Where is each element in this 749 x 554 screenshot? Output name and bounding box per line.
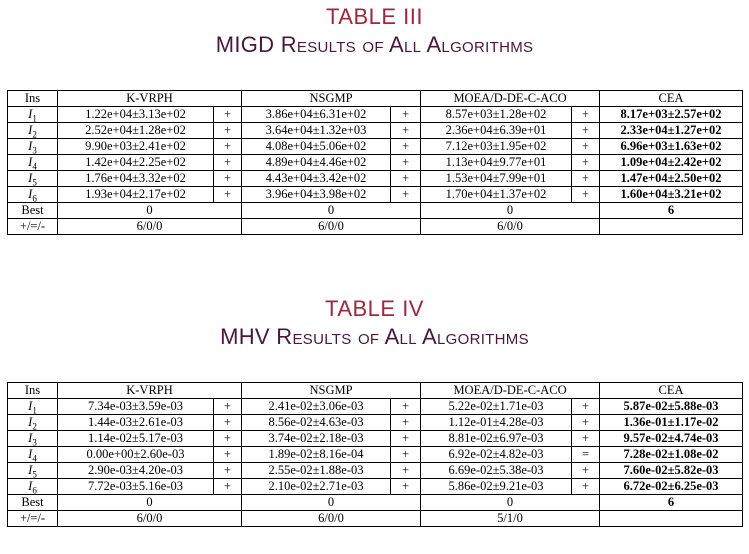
sign-cell: +: [391, 107, 421, 123]
value-cell: 3.96e+04±3.98e+02: [242, 187, 391, 203]
value-cell: 3.86e+04±6.31e+02: [242, 107, 391, 123]
value-cell: 1.53e+04±7.99e+01: [421, 171, 572, 187]
value-cell: 1.89e-02±8.16e-04: [242, 447, 391, 463]
best-count-cell: 0: [421, 203, 600, 219]
best-count-cell: 0: [242, 203, 421, 219]
instance-cell: $I_1$: [8, 107, 58, 123]
value-cell: 1.44e-03±2.61e-03: [58, 415, 214, 431]
table-row: [8, 399, 743, 415]
summary-cell: 6/0/0: [58, 219, 242, 235]
value-cell: 8.81e-02±6.97e-03: [421, 431, 572, 447]
best-value-cell: 6.96e+03±1.63e+02: [600, 139, 743, 155]
value-cell: 8.57e+03±1.28e+02: [421, 107, 572, 123]
instance-cell: $I_3$: [8, 431, 58, 447]
header-row: [8, 383, 743, 399]
best-count-row: [8, 495, 743, 511]
header-cell: MOEA/D-DE-C-ACO: [421, 91, 600, 107]
sign-cell: +: [572, 155, 600, 171]
instance-cell: $I_6$: [8, 479, 58, 495]
table-row: [8, 155, 743, 171]
instance-cell: $I_5$: [8, 171, 58, 187]
sign-cell: +: [572, 463, 600, 479]
summary-cell: [600, 219, 743, 235]
table-title: MHV Results of All Algorithms: [220, 324, 529, 349]
best-value-cell: 7.28e-02±1.08e-02: [600, 447, 743, 463]
instance-cell: $I_2$: [8, 415, 58, 431]
best-value-cell: 2.33e+04±1.27e+02: [600, 123, 743, 139]
best-value-cell: 1.36e-01±1.17e-02: [600, 415, 743, 431]
header-cell: NSGMP: [242, 91, 421, 107]
instance-cell: $I_1$: [8, 399, 58, 415]
best-count-cell: 0: [242, 495, 421, 511]
summary-cell: 6/0/0: [421, 219, 600, 235]
sign-cell: +: [391, 171, 421, 187]
value-cell: 1.42e+04±2.25e+02: [58, 155, 214, 171]
sign-cell: +: [214, 399, 242, 415]
sign-cell: +: [572, 479, 600, 495]
table-row: [8, 139, 743, 155]
instance-cell: $I_2$: [8, 123, 58, 139]
header-row: [8, 91, 743, 107]
sign-cell: +: [391, 123, 421, 139]
instance-cell: $I_4$: [8, 447, 58, 463]
sign-cell: =: [572, 447, 600, 463]
sign-cell: +: [572, 399, 600, 415]
header-cell: Ins: [8, 91, 58, 107]
sign-cell: +: [391, 447, 421, 463]
header-cell: MOEA/D-DE-C-ACO: [421, 383, 600, 399]
table-row: [8, 479, 743, 495]
header-cell: CEA: [600, 383, 743, 399]
sign-cell: +: [391, 431, 421, 447]
table-row: [8, 187, 743, 203]
sign-cell: +: [214, 463, 242, 479]
sign-cell: +: [391, 415, 421, 431]
table-row: [8, 415, 743, 431]
value-cell: 0.00e+00±2.60e-03: [58, 447, 214, 463]
sign-cell: +: [391, 187, 421, 203]
best-count-cell: 6: [600, 495, 743, 511]
row-label: Best: [8, 203, 58, 219]
value-cell: 4.08e+04±5.06e+02: [242, 139, 391, 155]
value-cell: 1.12e-01±4.28e-03: [421, 415, 572, 431]
value-cell: 2.55e-02±1.88e-03: [242, 463, 391, 479]
value-cell: 1.76e+04±3.32e+02: [58, 171, 214, 187]
table-row: [8, 431, 743, 447]
instance-cell: $I_5$: [8, 463, 58, 479]
best-value-cell: 1.47e+04±2.50e+02: [600, 171, 743, 187]
best-count-cell: 0: [421, 495, 600, 511]
best-value-cell: 1.09e+04±2.42e+02: [600, 155, 743, 171]
table-number: TABLE III: [325, 4, 423, 29]
value-cell: 2.10e-02±2.71e-03: [242, 479, 391, 495]
sign-cell: +: [391, 463, 421, 479]
summary-cell: [600, 511, 743, 527]
table-row: [8, 123, 743, 139]
row-label: +/=/-: [8, 219, 58, 235]
sign-cell: +: [572, 431, 600, 447]
value-cell: 4.43e+04±3.42e+02: [242, 171, 391, 187]
value-cell: 1.70e+04±1.37e+02: [421, 187, 572, 203]
best-value-cell: 5.87e-02±5.88e-03: [600, 399, 743, 415]
instance-cell: $I_3$: [8, 139, 58, 155]
value-cell: 1.14e-02±5.17e-03: [58, 431, 214, 447]
best-count-row: [8, 203, 743, 219]
sign-cell: +: [572, 171, 600, 187]
sign-cell: +: [391, 139, 421, 155]
header-cell: K-VRPH: [58, 91, 242, 107]
row-label: +/=/-: [8, 511, 58, 527]
value-cell: 5.86e-02±9.21e-03: [421, 479, 572, 495]
best-value-cell: 8.17e+03±2.57e+02: [600, 107, 743, 123]
table-row: [8, 171, 743, 187]
value-cell: 2.52e+04±1.28e+02: [58, 123, 214, 139]
sign-cell: +: [214, 479, 242, 495]
best-value-cell: 1.60e+04±3.21e+02: [600, 187, 743, 203]
summary-cell: 6/0/0: [242, 511, 421, 527]
sign-cell: +: [572, 415, 600, 431]
value-cell: 7.72e-03±5.16e-03: [58, 479, 214, 495]
sign-cell: +: [214, 415, 242, 431]
sign-cell: +: [214, 447, 242, 463]
best-value-cell: 9.57e-02±4.74e-03: [600, 431, 743, 447]
value-cell: 4.89e+04±4.46e+02: [242, 155, 391, 171]
results-table: [7, 382, 743, 527]
instance-cell: $I_6$: [8, 187, 58, 203]
sign-cell: +: [572, 139, 600, 155]
sign-cell: +: [572, 187, 600, 203]
table-number: TABLE IV: [325, 296, 424, 321]
sign-cell: +: [214, 139, 242, 155]
row-label: Best: [8, 495, 58, 511]
best-count-cell: 0: [58, 495, 242, 511]
value-cell: 2.41e-02±3.06e-03: [242, 399, 391, 415]
sign-cell: +: [391, 399, 421, 415]
table-title: MIGD Results of All Algorithms: [215, 32, 534, 57]
value-cell: 1.13e+04±9.77e+01: [421, 155, 572, 171]
sign-cell: +: [391, 155, 421, 171]
value-cell: 9.90e+03±2.41e+02: [58, 139, 214, 155]
sign-cell: +: [214, 123, 242, 139]
best-count-cell: 0: [58, 203, 242, 219]
summary-row: [8, 511, 743, 527]
header-cell: K-VRPH: [58, 383, 242, 399]
sign-cell: +: [572, 107, 600, 123]
sign-cell: +: [572, 123, 600, 139]
value-cell: 6.92e-02±4.82e-03: [421, 447, 572, 463]
sign-cell: +: [214, 107, 242, 123]
header-cell: NSGMP: [242, 383, 421, 399]
results-table: [7, 90, 743, 235]
sign-cell: +: [214, 187, 242, 203]
instance-cell: $I_4$: [8, 155, 58, 171]
table-row: [8, 463, 743, 479]
best-value-cell: 6.72e-02±6.25e-03: [600, 479, 743, 495]
table-row: [8, 107, 743, 123]
value-cell: 3.64e+04±1.32e+03: [242, 123, 391, 139]
sign-cell: +: [391, 479, 421, 495]
value-cell: 7.12e+03±1.95e+02: [421, 139, 572, 155]
value-cell: 7.34e-03±3.59e-03: [58, 399, 214, 415]
best-count-cell: 6: [600, 203, 743, 219]
value-cell: 1.22e+04±3.13e+02: [58, 107, 214, 123]
header-cell: Ins: [8, 383, 58, 399]
value-cell: 2.90e-03±4.20e-03: [58, 463, 214, 479]
best-value-cell: 7.60e-02±5.82e-03: [600, 463, 743, 479]
header-cell: CEA: [600, 91, 743, 107]
summary-row: [8, 219, 743, 235]
sign-cell: +: [214, 431, 242, 447]
summary-cell: 6/0/0: [242, 219, 421, 235]
sign-cell: +: [214, 155, 242, 171]
summary-cell: 5/1/0: [421, 511, 600, 527]
value-cell: 6.69e-02±5.38e-03: [421, 463, 572, 479]
value-cell: 1.93e+04±2.17e+02: [58, 187, 214, 203]
summary-cell: 6/0/0: [58, 511, 242, 527]
sign-cell: +: [214, 171, 242, 187]
value-cell: 2.36e+04±6.39e+01: [421, 123, 572, 139]
value-cell: 3.74e-02±2.18e-03: [242, 431, 391, 447]
value-cell: 5.22e-02±1.71e-03: [421, 399, 572, 415]
value-cell: 8.56e-02±4.63e-03: [242, 415, 391, 431]
table-row: [8, 447, 743, 463]
